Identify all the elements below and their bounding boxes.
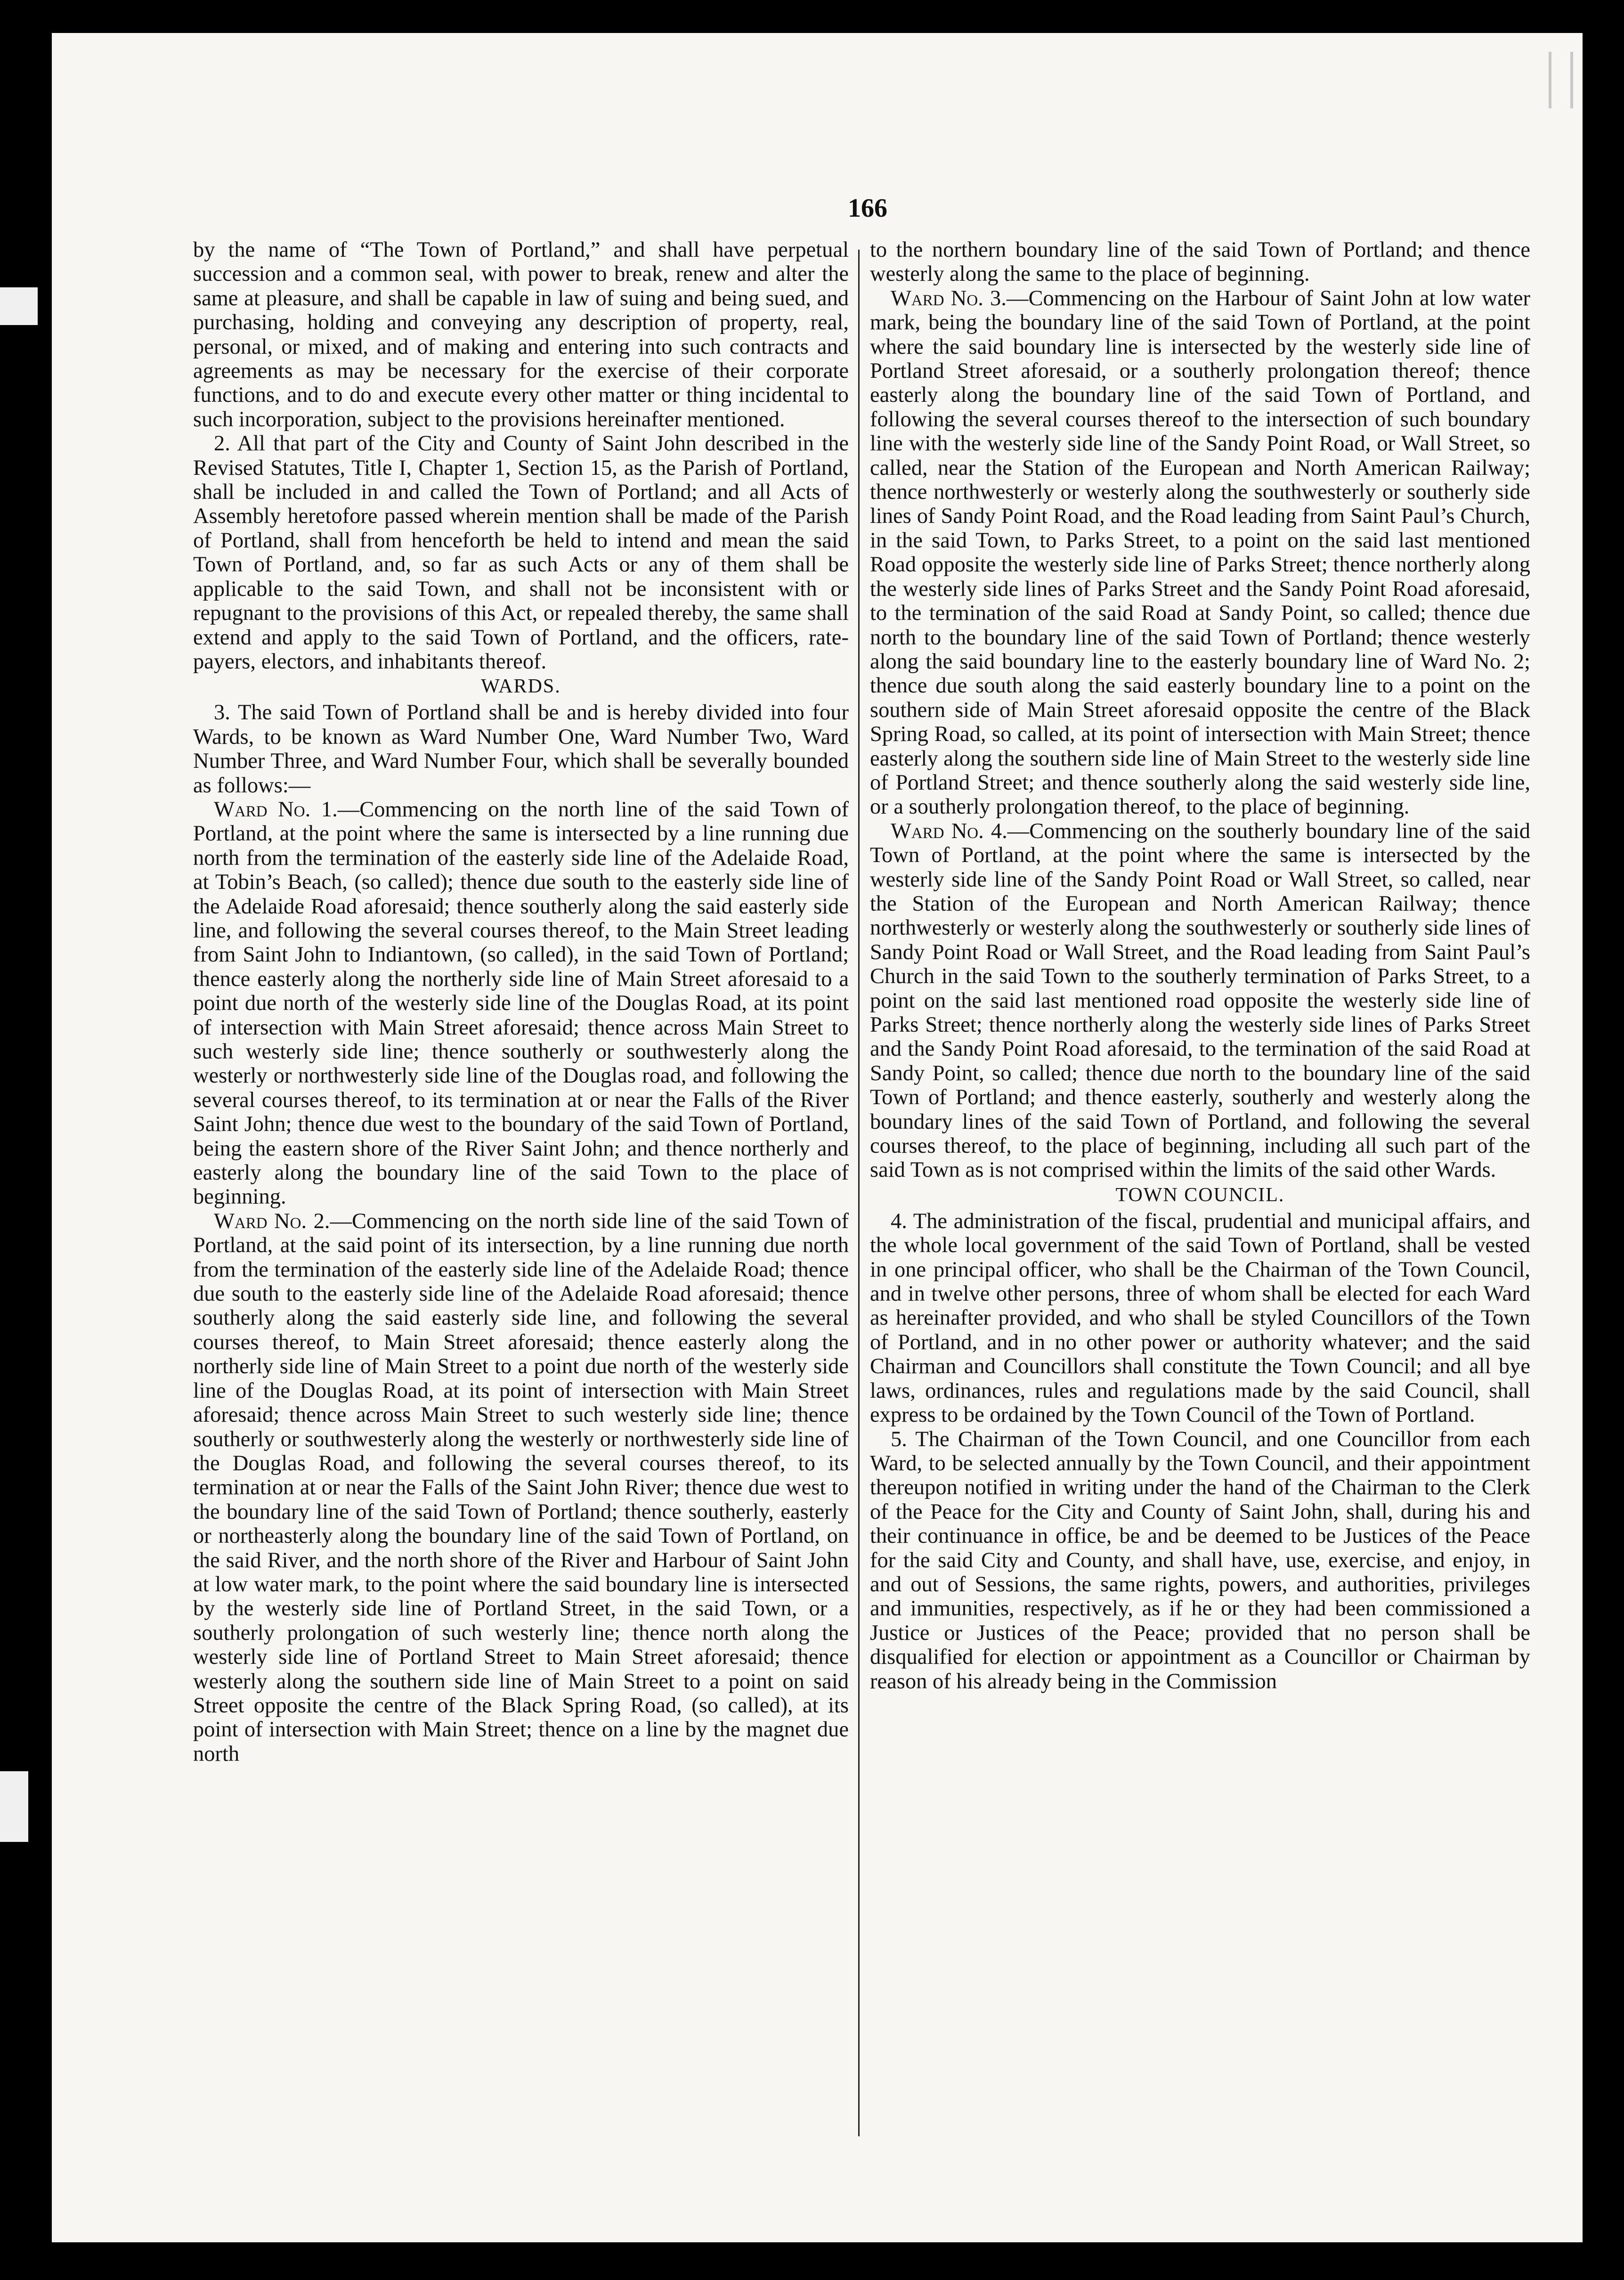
right-column <box>870 238 1530 1694</box>
paragraph-1: by the name of “The Town of Portland,” and shall have perpetual succession and a common seal, with power to break, renew and alter the same at pleasure, and shall be capable in law of suing and being sued, and purchasing, holding and conveying any description of property, real, personal, or mixed, and of making and entering into such contracts and agreements as may be necessary for the exercise of their corporate functions, and to do and execute every other matter or thing incidental to such incorporation, subject to the provisions hereinafter mentioned. <box>193 238 849 432</box>
heading-town-council: TOWN COUNCIL. <box>1115 1184 1285 1206</box>
heading-wards: WARDS. <box>481 676 561 698</box>
ward-4-paragraph <box>870 819 1530 1182</box>
paragraph-4: 4. The administration of the fiscal, prudential and municipal affairs, and the whole local government of the said Town of Portland, shall be vested in one principal officer, who shall be the Chairman of the Town Council, and in twelve other persons, three of whom shall be elected for each Ward as hereinafter provided, and who shall be styled Councillors of the Town of Portland, and in no other power or authority whatever; and the said Chairman and Councillors shall constitute the Town Council; and all bye laws, ordinances, rules and regulations made by the said Council, shall express to be ordained by the Town Council of the Town of Portland. <box>870 1209 1530 1427</box>
ward-2-paragraph <box>193 1209 849 1766</box>
ward-2-label: Ward No. 2. <box>214 1209 330 1233</box>
ward-1-paragraph <box>193 798 849 1209</box>
ward-4-label: Ward No. 4. <box>891 819 1007 843</box>
continuation-text: to the northern boundary line of the said Town of Portland; and thence westerly along the same to the place of beginning. <box>870 238 1530 286</box>
ward-1-label: Ward No. 1. <box>214 797 338 822</box>
ward-1-text: —Commencing on the north line of the said Town of Portland, at the point where the same is intersected by a line running due north from the termination of the easterly side line of the Adelaide Road, at Tobin’s Beach, (so called); thence due south to the easterly side line of the Adelaide Road aforesaid; thence southerly along the said easterly side line, and following the several courses thereof, to the Main Street leading from Saint John to Indiantown, (so called), in the said Town of Portland; thence easterly along the northerly side line of Main Street aforesaid to a point due north of the westerly side line of the Douglas Road, at its point of intersection with Main Street aforesaid; thence across Main Street to such westerly side line; thence southerly or southwesterly along the westerly or northwesterly side line of the Douglas road, and following the several courses thereof, to its termination at or near the Falls of the River Saint John; thence due west to the boundary of the said Town of Portland, being the eastern shore of the River Saint John; and thence northerly and easterly along the boundary line of the said Town to the place of beginning. <box>193 797 849 1209</box>
scan-margin-tab <box>0 287 38 325</box>
page-number: 166 <box>848 194 887 223</box>
scan-margin-tab-lower <box>0 1771 28 1842</box>
column-rule <box>858 250 860 2136</box>
ward-3-text: —Commencing on the Harbour of Saint John at low water mark, being the boundary line of the said Town of Portland, at the point where the said boundary line is intersected by the westerly side line of Portland Street aforesaid, or a southerly prolongation thereof; thence easterly along the boundary line of the said Town of Portland, and following the several courses thereof to the intersection of such boundary line with the westerly side line of the Sandy Point Road, or Wall Street, so called, near the Station of the European and North American Railway; thence northwesterly or westerly along the southwesterly or southerly side lines of Sandy Point Road, and the Road leading from Saint Paul’s Church, in the said Town, to Parks Street, to a point on the said last mentioned Road opposite the westerly side line of Parks Street; thence northerly along the westerly side lines of Parks Street and the Sandy Point Road aforesaid, to the termination of the said Road at Sandy Point, so called; thence due north to the boundary line of the said Town of Portland; thence westerly along the said boundary line to the easterly boundary line of Ward No. 2; thence due south along the said easterly boundary line to a point on the southern side of Main Street aforesaid opposite the centre of the Black Spring Road, so called, at its point of intersection with Main Street; thence easterly along the southern side line of Main Street to the westerly side line of Portland Street; and thence southerly along the said westerly side line, or a southerly prolongation thereof, to the place of beginning. <box>870 286 1530 819</box>
ward-2-text: —Commencing on the north side line of the said Town of Portland, at the said point of its intersection, by a line running due north from the termination of the easterly side line of the Adelaide Road; thence due south to the easterly side line of the Adelaide Road aforesaid; thence southerly along the said easterly side line, and following the several courses thereof, to Main Street aforesaid; thence easterly along the northerly side line of Main Street to a point due north of the westerly side line of the Douglas Road, at its point of intersection with Main Street aforesaid; thence across Main Street to such westerly side line; thence southerly or southwesterly along the westerly or northwesterly side line of the Douglas Road, and following the several courses thereof, to its termination at or near the Falls of the Saint John River; thence due west to the boundary line of the said Town of Portland; thence southerly, easterly or northeasterly along the boundary line of the said Town of Portland, on the said River, and the north shore of the River and Harbour of Saint John at low water mark, to the point where the said boundary line is intersected by the westerly side line of Portland Street, in the said Town, or a southerly prolongation of such westerly line; thence north along the westerly side line of Portland Street to Main Street aforesaid; thence westerly along the southern side line of Main Street to a point on said Street opposite the centre of the Black Spring Road, (so called), at its point of intersection with Main Street; thence on a line by the magnet due north <box>193 1209 849 1766</box>
paragraph-2: 2. All that part of the City and County of Saint John described in the Revised Statutes, Title I, Chapter 1, Section 15, as the Parish of Portland, shall be included in and called the Town of Portland; and all Acts of Assembly heretofore passed wherein mention shall be made of the Parish of Portland, shall from henceforth be held to intend and mean the said Town of Portland, and, so far as such Acts or any of them shall be applicable to the said Town, and shall not be inconsistent with or repugnant to the provisions of this Act, or repealed thereby, the same shall extend and apply to the said Town of Portland, and the officers, rate-payers, electors, and inhabitants thereof. <box>193 432 849 674</box>
ward-3-paragraph <box>870 286 1530 819</box>
document-page <box>52 33 1583 2242</box>
paragraph-5: 5. The Chairman of the Town Council, and one Councillor from each Ward, to be selected annually by the Town Council, and their appointment thereupon notified in writing under the hand of the Chairman to the Clerk of the Peace for the City and County of Saint John, shall, during his and their continuance in office, be and be deemed to be Justices of the Peace for the said City and County, and shall have, use, exercise, and enjoy, in and out of Sessions, the same rights, powers, and authorities, privileges and immunities, respectively, as if he or they had been commissioned a Justice or Justices of the Peace; provided that no person shall be disqualified for election or appointment as a Councillor or Chairman by reason of his already being in the Commission <box>870 1427 1530 1694</box>
ward-3-label: Ward No. 3. <box>891 286 1007 310</box>
paragraph-3: 3. The said Town of Portland shall be and is hereby divided into four Wards, to be known as Ward Number One, Ward Number Two, Ward Number Three, and Ward Number Four, which shall be severally bounded as follows:— <box>193 700 849 798</box>
left-column <box>193 238 849 1766</box>
scan-edge-mark <box>1549 52 1573 108</box>
ward-4-text: —Commencing on the southerly boundary line of the said Town of Portland, at the point where the same is intersected by the westerly side line of the Sandy Point Road or Wall Street, so called, near the Station of the European and North American Railway; thence northwesterly or westerly along the southwesterly or southerly side lines of Sandy Point Road or Wall Street, and the Road leading from Saint Paul’s Church in the said Town to the southerly termination of Parks Street, to a point on the said last mentioned road opposite the westerly side line of Parks Street; thence northerly along the westerly side lines of Parks Street and the Sandy Point Road aforesaid, to the termination of the said Road at Sandy Point, so called; thence due north to the boundary line of the said Town of Portland; and thence easterly, southerly and westerly along the boundary lines of the said Town of Portland, and following the several courses thereof, to the place of beginning, including all such part of the said Town as is not comprised within the limits of the said other Wards. <box>870 819 1531 1182</box>
